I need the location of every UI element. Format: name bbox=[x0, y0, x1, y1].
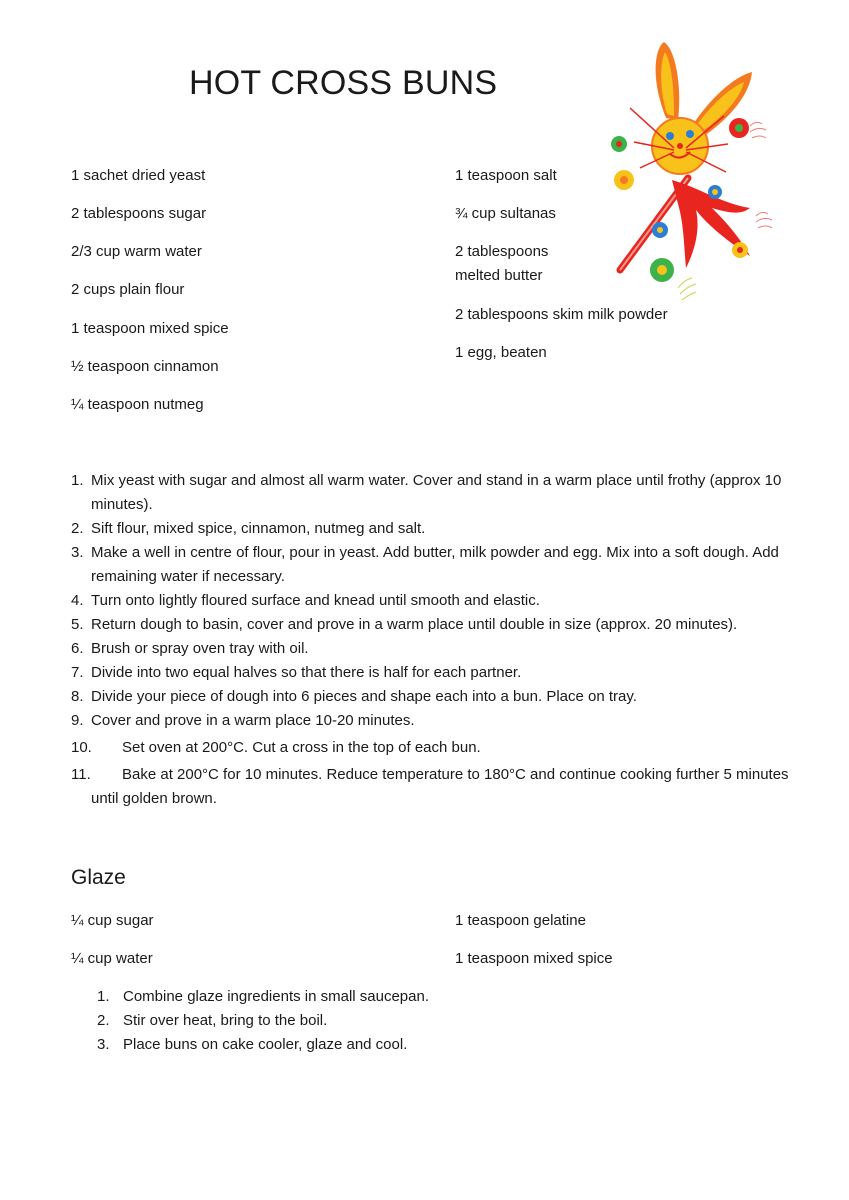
step-text: Mix yeast with sugar and almost all warm water. Cover and stand in a warm place until frothy (approx 10 minutes). bbox=[91, 472, 782, 513]
step-text: Return dough to basin, cover and prove in a warm place until double in size (approx. 20 minutes). bbox=[91, 616, 738, 633]
method-step bbox=[71, 541, 791, 589]
ingredient-item: ½ teaspoon cinnamon bbox=[71, 358, 219, 375]
step-text: Brush or spray oven tray with oil. bbox=[91, 640, 309, 657]
step-number: 1. bbox=[71, 472, 84, 489]
glaze-heading: Glaze bbox=[71, 866, 126, 889]
ingredient-item: ¼ cup sugar bbox=[71, 912, 154, 929]
ingredient-item: 1 egg, beaten bbox=[455, 344, 547, 361]
ingredient-item: ¼ teaspoon nutmeg bbox=[71, 396, 204, 413]
glaze-steps bbox=[97, 985, 429, 1057]
ingredient-item: 1 teaspoon salt bbox=[455, 167, 557, 184]
ingredient-item: 1 teaspoon mixed spice bbox=[71, 320, 229, 337]
ingredient-item: 2/3 cup warm water bbox=[71, 243, 202, 260]
step-number: 8. bbox=[71, 688, 84, 705]
step-text: Stir over heat, bring to the boil. bbox=[123, 1012, 328, 1029]
glaze-step bbox=[97, 1009, 429, 1033]
step-text: Bake at 200°C for 10 minutes. Reduce temperature to 180°C and continue cooking further 5 minutes until golden brown. bbox=[91, 766, 789, 807]
step-number: 2. bbox=[97, 1012, 110, 1029]
ingredient-item: ¼ cup water bbox=[71, 950, 153, 967]
method-step bbox=[71, 589, 791, 613]
method-step bbox=[71, 517, 791, 541]
method-step bbox=[71, 709, 791, 733]
step-number: 4. bbox=[71, 592, 84, 609]
step-number: 5. bbox=[71, 616, 84, 633]
step-text: Place buns on cake cooler, glaze and cool. bbox=[123, 1036, 408, 1053]
ingredient-item: 1 teaspoon mixed spice bbox=[455, 950, 613, 967]
glaze-step bbox=[97, 985, 429, 1009]
easter-bunny-on-stick-icon bbox=[600, 38, 790, 303]
step-number: 11. bbox=[71, 766, 91, 783]
step-number: 6. bbox=[71, 640, 84, 657]
ingredient-item: 1 sachet dried yeast bbox=[71, 167, 206, 184]
step-text: Combine glaze ingredients in small saucepan. bbox=[123, 988, 430, 1005]
step-text: Cover and prove in a warm place 10-20 minutes. bbox=[91, 712, 415, 729]
ingredient-item bbox=[455, 240, 548, 288]
step-number: 1. bbox=[97, 988, 110, 1005]
method-list bbox=[71, 469, 791, 811]
method-step bbox=[71, 637, 791, 661]
method-step bbox=[71, 763, 791, 811]
method-step bbox=[71, 661, 791, 685]
step-text: Make a well in centre of flour, pour in yeast. Add butter, milk powder and egg. Mix into a soft dough. Add remaining water if necessary. bbox=[91, 544, 779, 585]
step-number: 7. bbox=[71, 664, 84, 681]
step-number: 10. bbox=[71, 739, 92, 756]
method-step bbox=[71, 685, 791, 709]
step-text: Divide your piece of dough into 6 pieces and shape each into a bun. Place on tray. bbox=[91, 688, 637, 705]
step-number: 9. bbox=[71, 712, 84, 729]
step-text: Turn onto lightly floured surface and knead until smooth and elastic. bbox=[91, 592, 540, 609]
step-text: Sift flour, mixed spice, cinnamon, nutmeg and salt. bbox=[91, 520, 426, 537]
method-step bbox=[71, 613, 791, 637]
method-step bbox=[71, 736, 791, 760]
page-title: HOT CROSS BUNS bbox=[189, 64, 498, 102]
ingredient-item: 2 cups plain flour bbox=[71, 281, 185, 298]
ingredient-line: melted butter bbox=[455, 267, 543, 284]
step-number: 3. bbox=[97, 1036, 110, 1053]
step-text: Divide into two equal halves so that there is half for each partner. bbox=[91, 664, 522, 681]
step-text: Set oven at 200°C. Cut a cross in the top of each bun. bbox=[122, 739, 481, 756]
ingredient-line: 2 tablespoons bbox=[455, 243, 549, 260]
ingredient-item: 2 tablespoons skim milk powder bbox=[455, 306, 668, 323]
ingredient-item: 2 tablespoons sugar bbox=[71, 205, 207, 222]
step-number: 3. bbox=[71, 544, 84, 561]
ingredient-item: ¾ cup sultanas bbox=[455, 205, 556, 222]
glaze-step bbox=[97, 1033, 429, 1057]
ingredient-item: 1 teaspoon gelatine bbox=[455, 912, 586, 929]
step-number: 2. bbox=[71, 520, 84, 537]
method-step bbox=[71, 469, 791, 517]
